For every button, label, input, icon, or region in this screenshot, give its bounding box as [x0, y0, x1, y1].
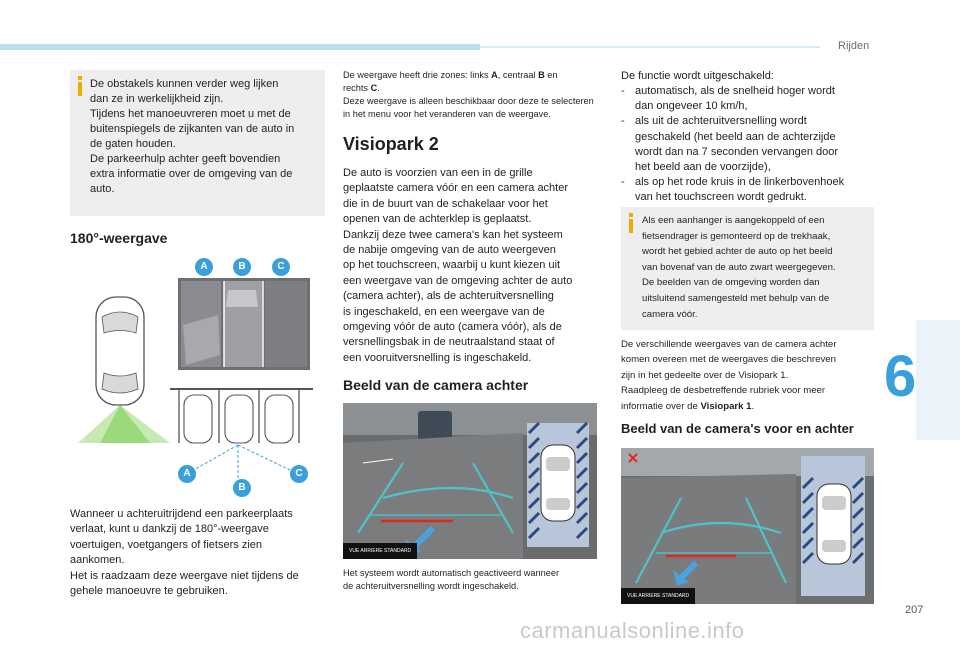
body-180-view [70, 507, 330, 599]
zones-intro: De weergave heeft drie zones: links A, centraal B en rechts C. Deze weergave is alleen beschikbaar door deze te selecteren in het menu voor het veranderen van de weergave. [343, 70, 594, 119]
body-line: openen van de achterklep is geplaatst. [343, 213, 532, 226]
body-line: is ingeschakeld, en een weergave van de [343, 305, 545, 318]
body-line: geplaatste camera vóór en een camera achter [343, 182, 569, 195]
front-rear-camera-screen [621, 448, 874, 604]
info-box-obstacles [70, 70, 325, 216]
list-item: - automatisch, als de snelheid hoger wordt dan ongeveer 10 km/h, [621, 84, 876, 114]
info-line: buitenspiegels de zijkanten van de auto in [90, 123, 295, 135]
zone-label-c-bottom: C [290, 465, 308, 483]
body-line: zijn in het gedeelte over de Visiopark 1. [621, 369, 789, 381]
info-line: extra informatie over de omgeving van de [90, 168, 293, 180]
body-visiopark-2 [343, 166, 605, 366]
body-line: versnellingsbak in de neutraalstand staat of [343, 336, 555, 349]
rear-camera-screen [343, 403, 597, 559]
zone-label-b-top: B [233, 258, 251, 276]
illustration-180-view [78, 255, 323, 495]
body-line: omgeving vóór de auto (camera vóór), als de [343, 321, 562, 334]
caption-line: Het systeem wordt automatisch geactiveerd wanneer [343, 568, 560, 578]
body-line: komen overeen met de weergaves die beschreven [621, 354, 836, 366]
screen-mode-label: VUE ARRIERE STANDARD [343, 543, 417, 559]
body-line: die in de buurt van de schakelaar voor het [343, 197, 548, 210]
body-line: Raadpleeg de desbetreffende rubriek voor meer [621, 385, 826, 397]
heading-visiopark-2: Visiopark 2 [343, 134, 439, 154]
info-line: Tijdens het manoeuvreren moet u met de [90, 108, 291, 120]
heading-180-view: 180°-weergave [70, 230, 168, 246]
deactivation-list [621, 84, 876, 206]
list-item: - als op het rode kruis in de linkerbovenhoek van het touchscreen wordt gedrukt. [621, 175, 876, 205]
body-line: De verschillende weergaves van de camera achter [621, 339, 837, 350]
info-line: de gaten houden. [90, 138, 176, 150]
screen-mode-label: VUE ARRIERE STANDARD [621, 588, 695, 604]
info-line: auto. [90, 183, 115, 195]
page-number: 207 [905, 604, 924, 616]
header-bar-thin [480, 46, 820, 48]
info-line: van bovenaf van de auto zwart weergegeven. [642, 261, 836, 273]
deactivation-intro: De functie wordt uitgeschakeld: [621, 70, 774, 82]
rear-camera-caption [343, 567, 605, 593]
info-line: De obstakels kunnen verder weg lijken [90, 78, 279, 90]
body-line: informatie over de Visiopark 1. [621, 400, 755, 412]
body-line: gehele manoeuvre te gebruiken. [70, 585, 228, 598]
caption-line: de achteruitversnelling wordt ingeschakeld. [343, 581, 519, 591]
info-line: uitsluitend samengesteld met behulp van de [642, 292, 830, 304]
info-line: fietsendrager is gemonteerd op de trekhaak, [642, 230, 831, 242]
zone-label-c-top: C [272, 258, 290, 276]
body-line: Wanneer u achteruitrijdend een parkeerplaats [70, 508, 293, 520]
info-line: Als een aanhanger is aangekoppeld of een [642, 215, 825, 226]
body-line: een vooruitversnelling is ingeschakeld. [343, 351, 532, 364]
body-line: aankomen. [70, 554, 125, 567]
header-bar [0, 44, 480, 50]
heading-rear-camera: Beeld van de camera achter [343, 377, 529, 393]
body-line: Dankzij deze twee camera's kan het systeem [343, 228, 563, 241]
list-item: - als uit de achteruitversnelling wordt geschakeld (het beeld aan de achterzijde wordt dan na 7 seconden vervangen door het beeld aan de voorzijde), [621, 114, 876, 175]
heading-front-rear-cameras: Beeld van de camera's voor en achter [621, 421, 854, 436]
info-icon [628, 213, 634, 229]
info-line: dan ze in werkelijkheid zijn. [90, 93, 224, 105]
section-title: Rijden [838, 40, 870, 52]
watermark: carmanualsonline.info [520, 618, 745, 643]
views-reference [621, 337, 883, 414]
zone-label-b-bottom: B [233, 479, 251, 497]
info-box-trailer [621, 207, 874, 330]
body-line: voertuigen, voetgangers of fietsers zien [70, 538, 263, 551]
body-line: op het touchscreen, waarbij u kunt kiezen uit [343, 259, 561, 272]
info-icon [77, 76, 83, 92]
body-line: Het is raadzaam deze weergave niet tijdens de [70, 569, 299, 582]
zone-label-a-bottom: A [178, 465, 196, 483]
body-line: de nabije omgeving van de auto weergeven [343, 244, 556, 257]
body-line: De auto is voorzien van een in de grille [343, 167, 533, 179]
chapter-number: 6 [884, 344, 917, 409]
info-line: De beelden van de omgeving worden dan [642, 277, 820, 289]
chapter-tab [916, 320, 960, 440]
info-line: De parkeerhulp achter geeft bovendien [90, 153, 281, 165]
info-line: wordt het gebied achter de auto op het beeld [642, 246, 833, 258]
info-line: camera vóór. [642, 308, 698, 320]
body-line: een weergave van de omgeving achter de auto [343, 274, 573, 287]
body-line: (camera achter), als de achteruitversnelling [343, 290, 554, 303]
zone-label-a-top: A [195, 258, 213, 276]
body-line: verlaat, kunt u dankzij de 180°-weergave [70, 523, 269, 536]
